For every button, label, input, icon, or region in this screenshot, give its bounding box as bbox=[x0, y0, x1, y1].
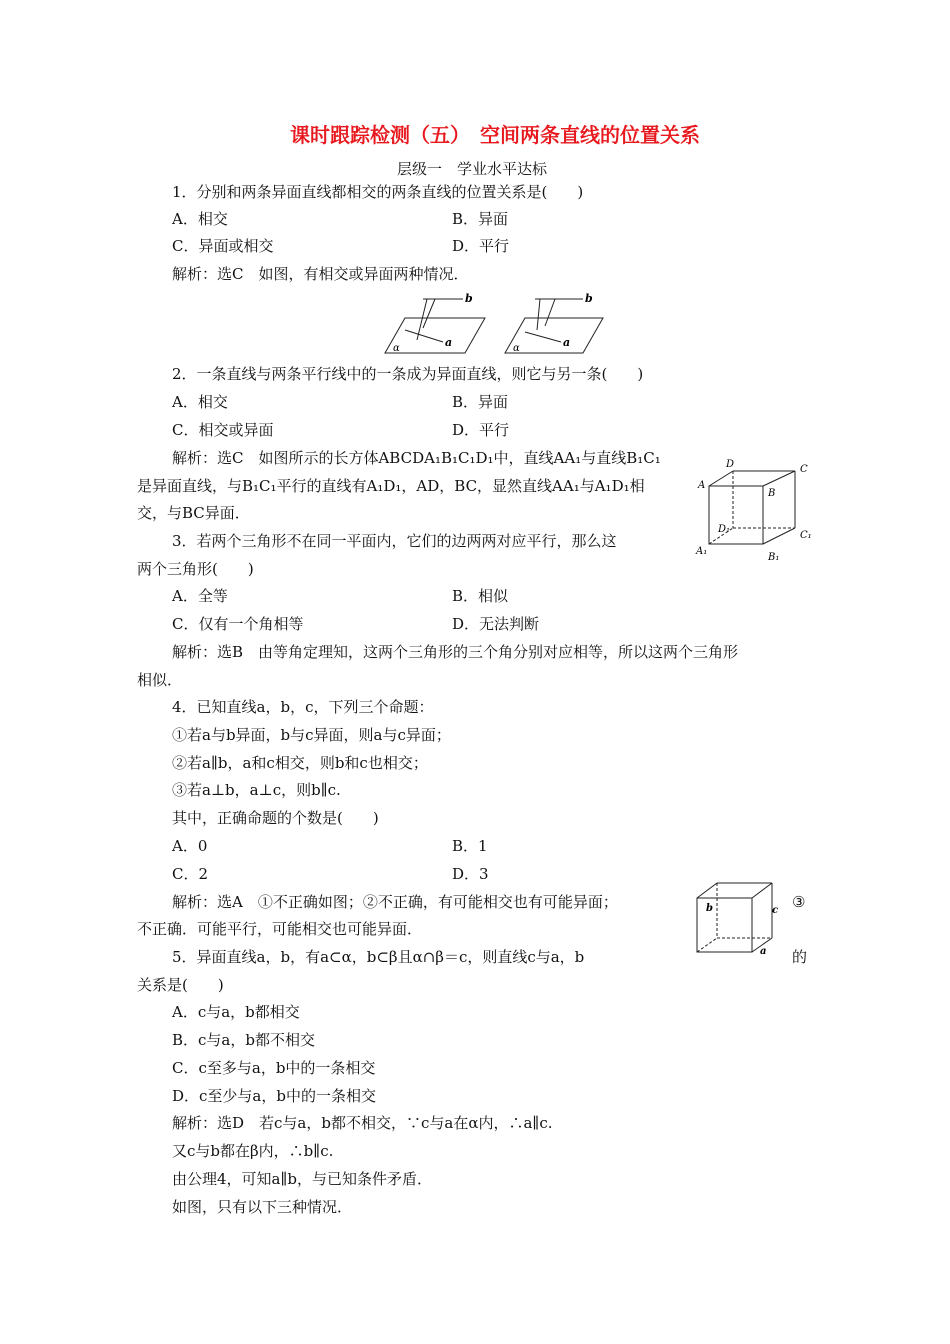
q3-stem-line1: 3．若两个三角形不在同一平面内，它们的边两两对应平行，那么这 bbox=[172, 532, 617, 550]
q4-fig-label-a: a bbox=[760, 946, 767, 957]
q3-analysis-line2: 相似． bbox=[137, 671, 183, 689]
q1-option-b: B．异面 bbox=[452, 210, 509, 228]
q4-fig-label-c: c bbox=[772, 905, 779, 916]
q2-fig-label-C1: C₁ bbox=[800, 530, 812, 541]
q4-question: 其中，正确命题的个数是( ) bbox=[172, 809, 379, 827]
q5-analysis-line2: 又c与b都在β内，∴b∥c. bbox=[172, 1142, 334, 1160]
q5-option-d: D．c至少与a，b中的一条相交 bbox=[172, 1087, 376, 1105]
q4-analysis-line1: 解析：选A ①不正确如图；②不正确，有可能相交也有可能异面； bbox=[172, 893, 618, 911]
q5-stem-line1: 5．异面直线a，b，有a⊂α，b⊂β且α∩β＝c，则直线c与a，b bbox=[172, 948, 585, 966]
section-level: 层级一 学业水平达标 bbox=[396, 160, 547, 178]
q1-option-a: A．相交 bbox=[172, 210, 228, 228]
q2-fig-label-D1: D₁ bbox=[718, 524, 731, 535]
q5-stem-line1-end: 的 bbox=[792, 948, 808, 966]
q1-fig-label-a2: a bbox=[563, 336, 571, 349]
q4-option-b: B．1 bbox=[452, 837, 488, 855]
q4-analysis-line1-end: ③ bbox=[792, 893, 806, 911]
q2-analysis-line2: 是异面直线，与B₁C₁平行的直线有A₁D₁，AD，BC，显然直线AA₁与A₁D₁相 bbox=[137, 477, 645, 495]
q2-fig-label-C: C bbox=[800, 464, 808, 475]
q1-stem: 1．分别和两条异面直线都相交的两条直线的位置关系是( ) bbox=[172, 183, 584, 201]
q4-option-d: D．3 bbox=[452, 865, 489, 883]
q4-proposition-3: ③若a⊥b，a⊥c，则b∥c. bbox=[172, 781, 341, 799]
q5-option-c: C．c至多与a，b中的一条相交 bbox=[172, 1059, 376, 1077]
q2-option-c: C．相交或异面 bbox=[172, 421, 274, 439]
q5-stem-line2: 关系是( ) bbox=[137, 976, 224, 994]
q1-fig-label-b1: b bbox=[465, 292, 473, 305]
q2-fig-label-B: B bbox=[768, 488, 776, 499]
q2-analysis-line1: 解析：选C 如图所示的长方体ABCDA₁B₁C₁D₁中，直线AA₁与直线B₁C₁ bbox=[172, 449, 661, 467]
q1-fig-label-b2: b bbox=[585, 292, 593, 305]
q1-fig-label-alpha1: α bbox=[393, 343, 400, 354]
q4-analysis-line2: 不正确．可能平行，可能相交也可能异面． bbox=[137, 920, 423, 938]
q4-proposition-2: ②若a∥b，a和c相交，则b和c也相交； bbox=[172, 754, 428, 772]
q5-analysis-line3: 由公理4，可知a∥b，与已知条件矛盾． bbox=[172, 1170, 433, 1188]
q3-option-c: C．仅有一个角相等 bbox=[172, 615, 304, 633]
q2-stem: 2．一条直线与两条平行线中的一条成为异面直线，则它与另一条( ) bbox=[172, 365, 644, 383]
q3-analysis-line1: 解析：选B 由等角定理知，这两个三角形的三个角分别对应相等，所以这两个三角形 bbox=[172, 643, 739, 661]
q2-fig-label-A: A bbox=[698, 480, 706, 491]
q3-option-a: A．全等 bbox=[172, 587, 228, 605]
q4-fig-label-b: b bbox=[706, 903, 713, 914]
q3-option-d: D．无法判断 bbox=[452, 615, 540, 633]
q2-fig-label-B1: B₁ bbox=[768, 552, 780, 563]
q2-option-d: D．平行 bbox=[452, 421, 510, 439]
q4-option-a: A．0 bbox=[172, 837, 208, 855]
q2-fig-label-A1: A₁ bbox=[696, 546, 708, 557]
q5-analysis-line1: 解析：选D 若c与a，b都不相交，∵c与a在α内，∴a∥c. bbox=[172, 1114, 553, 1132]
q1-option-d: D．平行 bbox=[452, 237, 510, 255]
q5-option-b: B．c与a，b都不相交 bbox=[172, 1031, 315, 1049]
q1-fig-label-a1: a bbox=[445, 336, 453, 349]
q5-option-a: A．c与a，b都相交 bbox=[172, 1003, 300, 1021]
q4-proposition-1: ①若a与b异面，b与c异面，则a与c异面； bbox=[172, 726, 451, 744]
q4-cube-figure bbox=[692, 880, 787, 960]
q1-analysis: 解析：选C 如图，有相交或异面两种情况． bbox=[172, 265, 469, 283]
q2-cuboid-figure bbox=[690, 456, 825, 568]
page-title: 课时跟踪检测（五） 空间两条直线的位置关系 bbox=[290, 123, 700, 147]
q4-stem: 4．已知直线a，b，c，下列三个命题： bbox=[172, 698, 434, 716]
q5-analysis-line4: 如图，只有以下三种情况． bbox=[172, 1198, 353, 1216]
q4-option-c: C．2 bbox=[172, 865, 209, 883]
q1-figure bbox=[375, 290, 610, 358]
q2-fig-label-D: D bbox=[726, 459, 735, 470]
q3-option-b: B．相似 bbox=[452, 587, 509, 605]
q2-option-a: A．相交 bbox=[172, 393, 228, 411]
q1-fig-label-alpha2: α bbox=[513, 343, 520, 354]
q3-stem-line2: 两个三角形( ) bbox=[137, 560, 254, 578]
q2-option-b: B．异面 bbox=[452, 393, 509, 411]
q1-option-c: C．异面或相交 bbox=[172, 237, 274, 255]
q2-analysis-line3: 交，与BC异面． bbox=[137, 504, 250, 522]
